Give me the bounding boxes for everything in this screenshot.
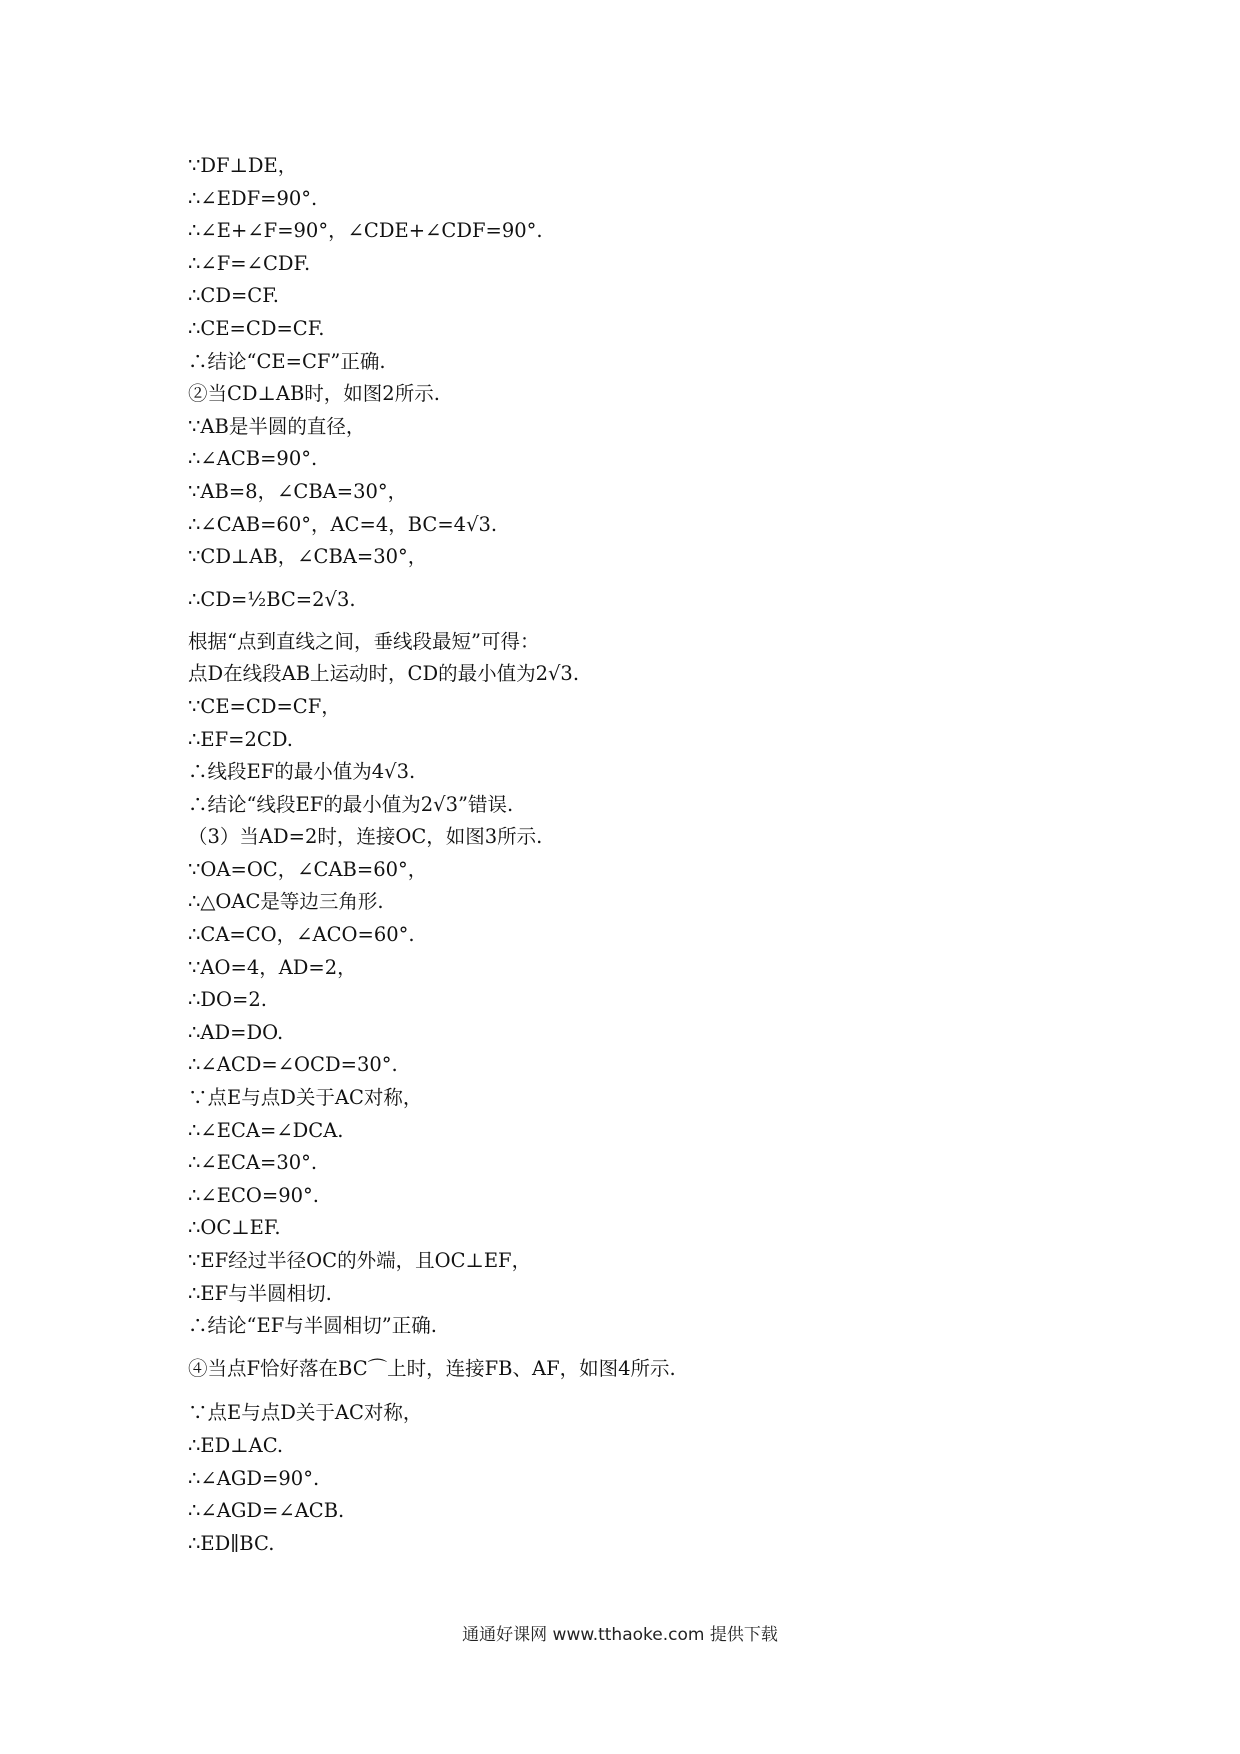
text-line: ∴结论“线段EF的最小值为2√3”错误. [188,792,514,816]
text-line: ∴∠ECA=∠DCA. [188,1118,344,1142]
text-line: ∴CD=CF. [188,284,279,308]
text-line: ∵点E与点D关于AC对称， [188,1086,423,1110]
text-line: ∴EF与半圆相切. [188,1281,332,1305]
text-line: ∴△OAC是等边三角形. [188,890,384,914]
text-line: ∴∠AGD=90°. [188,1466,320,1490]
text-line: （3）当AD=2时，连接OC，如图3所示. [188,825,543,849]
text-line: ∴结论“EF与半圆相切”正确. [188,1314,437,1338]
text-line: ∴∠ACD=∠OCD=30°. [188,1053,398,1077]
text-line: ∵AO=4，AD=2， [188,955,357,979]
text-line: ∵OA=OC，∠CAB=60°， [188,857,428,881]
text-line: ∴∠EDF=90°. [188,186,318,210]
text-line: ∵CD⊥AB，∠CBA=30°， [188,545,428,569]
footer-source: 通通好课网 www.tthaoke.com 提供下载 [462,1625,778,1645]
text-line: ②当CD⊥AB时，如图2所示. [188,382,440,406]
text-line: ∴∠ACB=90°. [188,447,318,471]
text-line: ∴OC⊥EF. [188,1216,281,1240]
text-line: ∴EF=2CD. [188,727,293,751]
text-line: ∵点E与点D关于AC对称， [188,1401,423,1425]
text-line: ∴∠F=∠CDF. [188,251,311,275]
text-line: ∴CD=½BC=2√3. [188,587,356,611]
text-line: 根据“点到直线之间，垂线段最短”可得： [188,629,540,653]
text-line: ∴CA=CO，∠ACO=60°. [188,923,415,947]
text-line: ∵AB=8，∠CBA=30°， [188,479,408,503]
text-line: ∴结论“CE=CF”正确. [188,349,386,373]
text-line: 点D在线段AB上运动时，CD的最小值为2√3. [188,662,580,686]
text-line: ∴ED⊥AC. [188,1433,284,1457]
text-line: ∵DF⊥DE， [188,154,298,177]
text-line: ∵EF经过半径OC的外端，且OC⊥EF， [188,1249,532,1272]
text-line: ∴线段EF的最小值为4√3. [188,760,416,784]
text-line: ④当点F恰好落在BC⌒上时，连接FB、AF，如图4所示. [188,1356,676,1380]
text-line: ∴∠ECO=90°. [188,1183,319,1207]
text-line: ∵CE=CD=CF， [188,694,341,718]
text-line: ∴DO=2. [188,988,267,1012]
text-line: ∴CE=CD=CF. [188,316,325,340]
text-line: ∴∠ECA=30°. [188,1151,318,1175]
text-line: ∴ED∥BC. [188,1531,275,1555]
text-line: ∴AD=DO. [188,1020,284,1044]
solution-text [188,150,1088,1560]
text-line: ∴∠CAB=60°，AC=4，BC=4√3. [188,512,498,536]
text-line: ∵AB是半圆的直径， [188,414,366,438]
text-line: ∴∠AGD=∠ACB. [188,1499,345,1523]
text-line: ∴∠E+∠F=90°，∠CDE+∠CDF=90°. [188,219,543,243]
